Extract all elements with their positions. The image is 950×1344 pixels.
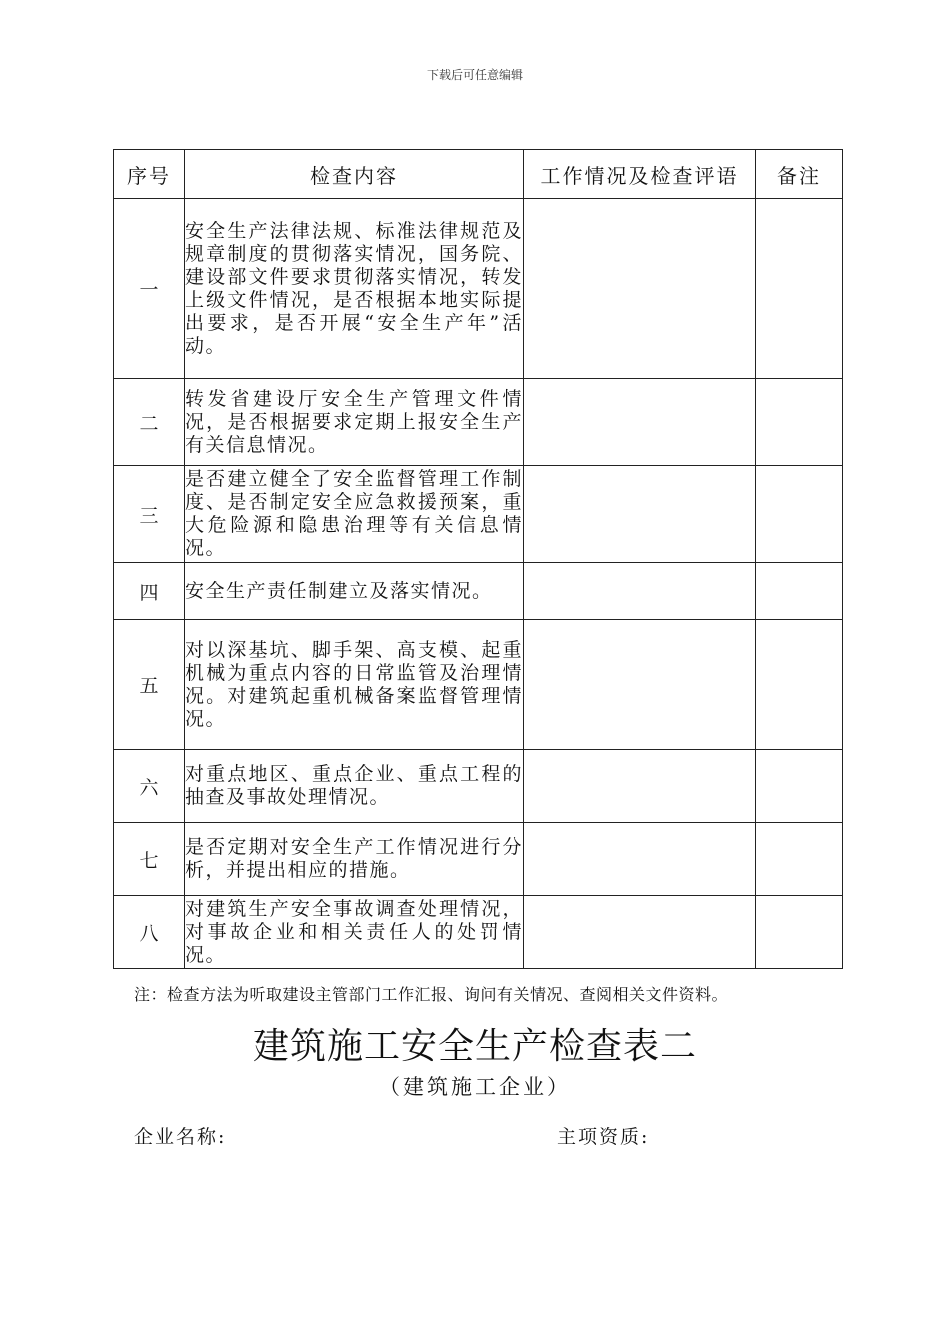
row-work-cell[interactable]	[524, 563, 756, 620]
row-remark-cell[interactable]	[756, 563, 843, 620]
table-row	[114, 466, 843, 563]
table-row	[114, 896, 843, 969]
row-seq: 八	[114, 896, 185, 969]
form-subtitle: （建筑施工企业）	[379, 1075, 571, 1099]
row-remark-cell[interactable]	[756, 199, 843, 379]
row-seq: 三	[114, 466, 185, 563]
table-row	[114, 750, 843, 823]
table-row	[114, 620, 843, 750]
row-content: 安全生产责任制建立及落实情况。	[185, 563, 524, 620]
row-remark-cell[interactable]	[756, 466, 843, 563]
table-row	[114, 379, 843, 466]
main-qualification-label: 主项资质:	[557, 1126, 650, 1148]
row-work-cell[interactable]	[524, 823, 756, 896]
header-remark: 备注	[756, 150, 843, 199]
form-title: 建筑施工安全生产检查表二	[252, 1026, 697, 1067]
row-remark-cell[interactable]	[756, 620, 843, 750]
watermark-text: 下载后可任意编辑	[426, 68, 523, 82]
row-seq: 五	[114, 620, 185, 750]
row-work-cell[interactable]	[524, 466, 756, 563]
table-note: 注：检查方法为听取建设主管部门工作汇报、询问有关情况、查阅相关文件资料。	[134, 985, 729, 1004]
table-header-row	[114, 150, 843, 199]
company-name-label: 企业名称:	[134, 1126, 227, 1148]
row-content: 对重点地区、重点企业、重点工程的抽查及事故处理情况。	[185, 750, 524, 823]
header-content: 检查内容	[185, 150, 524, 199]
header-seq: 序号	[114, 150, 185, 199]
row-seq: 四	[114, 563, 185, 620]
inspection-table	[113, 149, 843, 969]
row-work-cell[interactable]	[524, 199, 756, 379]
row-seq: 一	[114, 199, 185, 379]
row-content: 安全生产法律法规、标准法律规范及规章制度的贯彻落实情况，国务院、建设部文件要求贯彻落实情况，转发上级文件情况，是否根据本地实际提出要求，是否开展“安全生产年”活动。	[185, 199, 524, 379]
row-remark-cell[interactable]	[756, 823, 843, 896]
row-content: 转发省建设厅安全生产管理文件情况，是否根据要求定期上报安全生产有关信息情况。	[185, 379, 524, 466]
row-remark-cell[interactable]	[756, 750, 843, 823]
row-work-cell[interactable]	[524, 379, 756, 466]
row-content: 是否建立健全了安全监督管理工作制度、是否制定安全应急救援预案，重大危险源和隐患治理等有关信息情况。	[185, 466, 524, 563]
row-content: 对以深基坑、脚手架、高支模、起重机械为重点内容的日常监管及治理情况。对建筑起重机械备案监督管理情况。	[185, 620, 524, 750]
table-row	[114, 199, 843, 379]
row-work-cell[interactable]	[524, 750, 756, 823]
row-seq: 二	[114, 379, 185, 466]
table-row	[114, 823, 843, 896]
row-seq: 六	[114, 750, 185, 823]
header-work: 工作情况及检查评语	[524, 150, 756, 199]
row-work-cell[interactable]	[524, 620, 756, 750]
row-remark-cell[interactable]	[756, 379, 843, 466]
row-remark-cell[interactable]	[756, 896, 843, 969]
row-content: 对建筑生产安全事故调查处理情况，对事故企业和相关责任人的处罚情况。	[185, 896, 524, 969]
row-work-cell[interactable]	[524, 896, 756, 969]
table-row	[114, 563, 843, 620]
row-seq: 七	[114, 823, 185, 896]
row-content: 是否定期对安全生产工作情况进行分析，并提出相应的措施。	[185, 823, 524, 896]
